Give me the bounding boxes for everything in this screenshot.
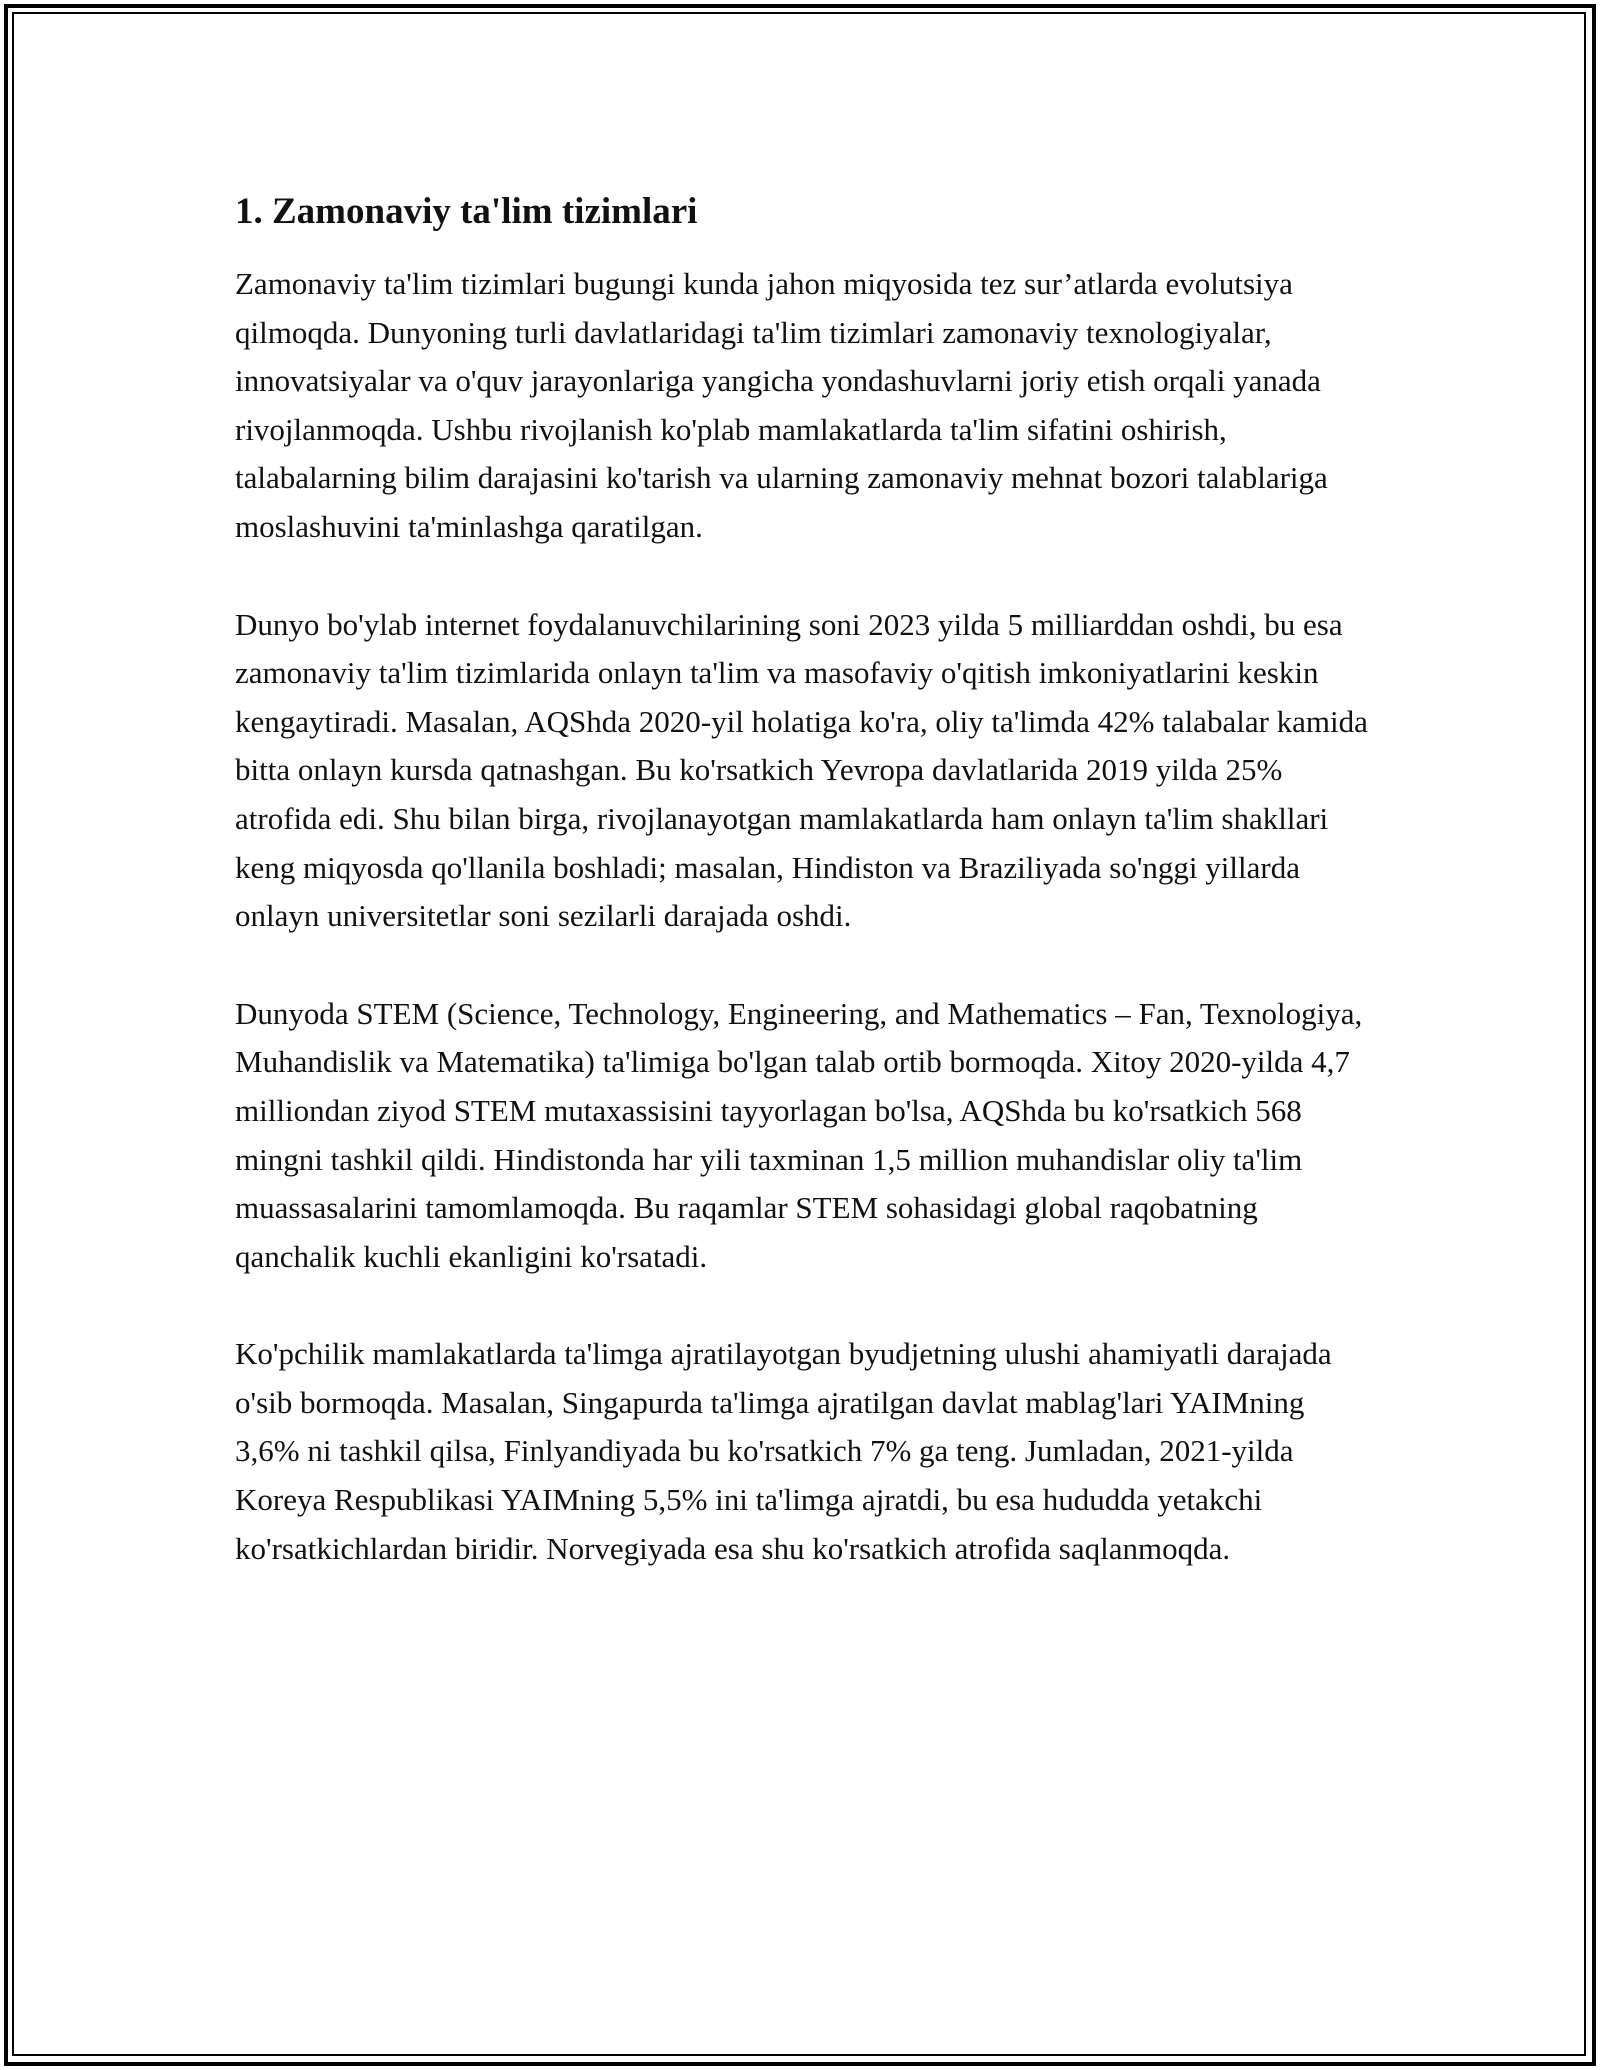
paragraph-intro: Zamonaviy ta'lim tizimlari bugungi kunda jahon miqyosida tez sur’atlarda evolutsiya qilmoqda. Dunyoning turli davlatlaridagi ta'lim tizimlari zamonaviy texnologiyalar, innovatsiyalar va o'quv jarayonlariga yangicha yondashuvlarni joriy etish orqali yanada rivojlanmoqda. Ushbu rivojlanish ko'plab mamlakatlarda ta'lim sifatini oshirish, talabalarning bilim darajasini ko'tarish va ularning zamonaviy mehnat bozori talablariga moslashuvini ta'minlashga qaratilgan.	[235, 266, 1328, 544]
document-body	[235, 186, 1370, 1622]
paragraph-online-learning: Dunyo bo'ylab internet foydalanuvchilarining soni 2023 yilda 5 milliarddan oshdi, bu esa zamonaviy ta'lim tizimlarida onlayn ta'lim va masofaviy o'qitish imkoniyatlarini keskin kengaytiradi. Masalan, AQShda 2020-yil holatiga ko'ra, oliy ta'limda 42% talabalar kamida bitta onlayn kursda qatnashgan. Bu ko'rsatkich Yevropa davlatlarida 2019 yilda 25% atrofida edi. Shu bilan birga, rivojlanayotgan mamlakatlarda ham onlayn ta'lim shakllari keng miqyosda qo'llanila boshladi; masalan, Hindiston va Braziliyada so'nggi yillarda onlayn universitetlar soni sezilarli darajada oshdi.	[235, 606, 1368, 934]
paragraph-budget: Ko'pchilik mamlakatlarda ta'limga ajratilayotgan byudjetning ulushi ahamiyatli darajada o'sib bormoqda. Masalan, Singapurda ta'limga ajratilgan davlat mablag'lari YAIMning 3,6% ni tashkil qilsa, Finlyandiyada bu ko'rsatkich 7% ga teng. Jumladan, 2021-yilda Koreya Respublikasi YAIMning 5,5% ini ta'limga ajratdi, bu esa hududda yetakchi ko'rsatkichlardan biridir. Norvegiyada esa shu ko'rsatkich atrofida saqlanmoqda.	[235, 1336, 1332, 1566]
section-heading: 1. Zamonaviy ta'lim tizimlari	[235, 191, 698, 232]
paragraph-stem: Dunyoda STEM (Science, Technology, Engineering, and Mathematics – Fan, Texnologiya, Muhandislik va Matematika) ta'limiga bo'lgan talab ortib bormoqda. Xitoy 2020-yilda 4,7 milliondan ziyod STEM mutaxassisini tayyorlagan bo'lsa, AQShda bu ko'rsatkich 568 mingni tashkil qildi. Hindistonda har yili taxminan 1,5 million muhandislar oliy ta'lim muassasalarini tamomlamoqda. Bu raqamlar STEM sohasidagi global raqobatning qanchalik kuchli ekanligini ko'rsatadi.	[235, 995, 1363, 1274]
